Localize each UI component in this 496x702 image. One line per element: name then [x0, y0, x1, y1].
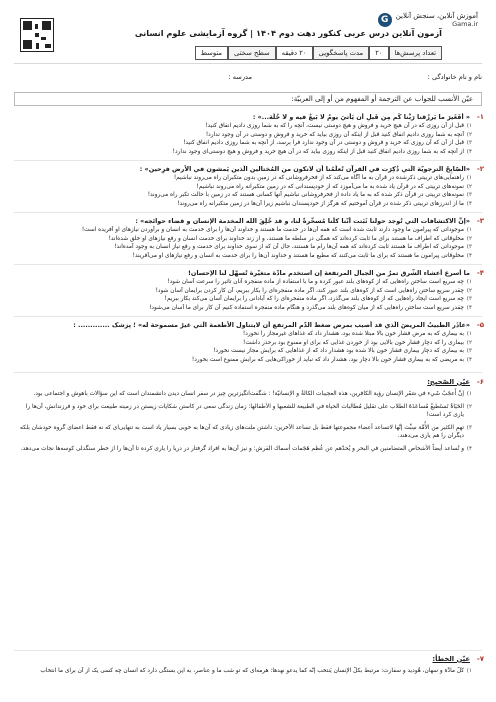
option-1[interactable]: ۱) راهنمایی‌های تربیتی ذکرشده در قرآن به ما آگاه می‌کند که از فخرفروشانی که در زمین بدون متکبران راه می‌روند نباشیم! — [173, 175, 472, 181]
info-difficulty-value: متوسط — [195, 46, 228, 60]
question-stem: ما أُسرع أُعشاء الشّرق تمرٌ من الجبال المرتفعة إن استخدم مادّة متغيّرة تُسهّل لنا الإحسان! — [188, 269, 470, 277]
divider — [14, 372, 482, 373]
option-3[interactable]: ۳) تهمِ الكثير من الأُمَّة سِبِّت إنَّها لاتساعد أعضاء مجموعتها فقط بل تساعد الآخرين: داشتن ملت‌های زیادی که آن‌ها به خوبی بسیار یاد است به تنهایی‌ای که نه فقط اعضای گروه خودشان بلکه دیگران را هم یاری می‌دهند. — [20, 424, 472, 440]
exam-info-table — [195, 46, 442, 60]
divider — [14, 264, 482, 265]
info-questions-value: ۲۰ — [369, 46, 388, 60]
question-heading: عيّن الصّحيح: — [427, 378, 470, 386]
question-5 — [14, 321, 482, 364]
option-1[interactable]: ۱) كُلُّ مادَّة و سهان، هُوديد و سفارت: مرتبط بكلُّ الإنسان يَنتخب إنّه كما يدعو نهدها: هرمه‌ای که تو شب ما و عناصر، به این بستگی دارد که انسان چه کسی یک از آن برای ما انتخاب — [40, 668, 472, 674]
option-2[interactable]: ۲) نمونه‌های تربیتی که در قرآن یاد شده به ما می‌آموزد که از خودپسندانی که در زمین متکبرانه راه می‌روند نباشیم! — [196, 183, 472, 190]
question-3 — [14, 217, 482, 260]
option-2[interactable]: ۲) الحَيَاةُ تَستَطيعُ مُساعَدَةَ الطلاب على تقليل مُطالبات الحياة في الطبيعة للشعبها و الأطفالها: زمان زندگی سعی در کاستن شکایات زیستن در زمینه طبیعت برای خود و فرزندانش، آن‌ها را یاری کرد است! — [25, 403, 472, 419]
info-duration-value: ۲۰ دقیقه — [276, 46, 313, 60]
info-duration-label: مدت پاسخگویی — [313, 46, 370, 60]
exam-header — [14, 8, 482, 64]
option-3[interactable]: ۳) قبل از آن که آن روزی که خرید و فروش و دوستی در آن وجود ندارد فرا برسد، از آنچه به شما روزی دادیم انفاق کنید! — [183, 140, 472, 147]
question-number: -۴ — [476, 269, 484, 277]
brand — [378, 12, 478, 28]
school-label: مدرسه : — [228, 73, 252, 81]
section-instruction: عيّن الأنسب للجواب عن الترجمة أو المفهوم من أو إلى العربيّة: — [14, 92, 482, 106]
option-1[interactable]: ۱) إنَّ أَعجَبْ شَيء في سَفَر الإنسان رؤية الكافرين، هذه العجيبات الكالةُ و الإنسانيّة! : شگفت‌انگیزترین چیز در سفر انسان دیدن دانشمندان است که این سؤالات باهوش و اجتماعی بود. — [33, 391, 472, 397]
option-4[interactable]: ۴) از آنچه که به شما روزی دادیم انفاق کنید قبل از اینکه روزی بیاید که در آن هیچ خرید و فروش و هیچ دوستی‌ای وجود ندارد! — [172, 148, 472, 155]
question-number: -۷ — [476, 655, 484, 663]
student-info-row — [14, 73, 482, 85]
question-stem: «الصّابِحُ الترجويّة الّتي ذُكِرَت في القرآن تُعلِّمُنا أن لانكون من المُختالين الّذين يَمشون في الأرض فرِحين» : — [139, 165, 470, 173]
brand-name: آموزش آنلاین، سنجش آنلاین — [395, 12, 478, 20]
option-2[interactable]: ۲) بیماری را که دچار فشار خون بالایی بود از خوردن غذایی که برای او ممنوع بود برحذر داشت! — [243, 339, 472, 346]
info-difficulty-label: سطح سختی — [228, 46, 276, 60]
option-1[interactable]: ۱) چه سریع است ساختن راه‌هایی که از کوه‌های بلند عبور کرده و ما با استفاده از ماده منفجره آنان تاثیر را سرعت آسان شود! — [167, 279, 472, 285]
option-4[interactable]: ۴) به مریضی که به بیماری فشار خون بالا دچار بود، هشدار داد که نباید از خوراکی‌هایی که برایش ممنوع است بخورد! — [191, 356, 472, 363]
option-3[interactable]: ۳) به بیماری که دچار بیماری فشار خون بالا شده بود هشدار داد که از غذاهایی که برایش مجاز نیست نخورد! — [213, 348, 472, 355]
question-stem: «إنَّ الاكتشافات التي تُوجد حولنا ثَبَتت أنّنا كلّنا مُسخَّرةً لنا، و قد خُلِقَ الله المخدمة الإنسان و قضاء حوائجه» : — [135, 217, 470, 225]
option-1[interactable]: ۱) قبل از آن روزی که در آن هیچ خرید و فروش و هیچ دوستی نیست، آنچه را که به شما روزی دادیم انفاق کنید! — [205, 123, 472, 129]
gama-logo-icon: G — [378, 13, 392, 27]
option-4[interactable]: ۴) چقدر سریع است ساختن راه‌هایی که از میان کوه‌های بلند می‌گذرد و هنگام ماده منفجره استفاده کنیم آن کار برای ما آسان می‌شود! — [149, 304, 472, 311]
question-heading: عيّن الخطأ: — [432, 655, 470, 663]
qr-code-icon — [20, 18, 54, 52]
option-3[interactable]: ۳) موجوداتی که اطراف ما هستند ثابت کرده‌اند که همه آن‌ها رام ما هستند، حال آن که از سوی خداوند برای خدمت و رفع نیاز انسان به وجود آمده‌اند! — [114, 244, 472, 251]
option-2[interactable]: ۲) مخلوقاتی که اطراف ما هستند برای ما ثابت کرده‌اند که همگی در سلطه ما هستند، و از زند خداوند برای خدمت انسان و رفع نیازهای او خلق شده‌اند! — [108, 235, 472, 242]
info-questions-label: تعداد پرسش‌ها — [389, 46, 442, 60]
question-2 — [14, 165, 482, 208]
question-4 — [14, 269, 482, 312]
exam-title: آزمون آنلاین درس عربی کنکور دهت دوم ۱۴۰۴ | گروه آزمایشی علوم انسانی — [134, 28, 442, 38]
option-4[interactable]: ۴) مخلوقاتی پیرامون ما هستند که برای ما ثابت می‌کنند که مطیع ما هستند و خداوند آن‌ها را برای خدمت به انسان و رفع نیازهای او می‌آفریند! — [132, 252, 472, 259]
question-stem: « أَفَغَيرَ ما يَرزُقنا رَبُّنا كَم مِن قَبلِ أَن يَأتيَ يومٌ لا بَيعٌ فيه و لا خُلَّة...» : — [252, 113, 470, 121]
option-2[interactable]: ۲) آنچه به شما روزی دادیم انفاق کنید قبل از اینکه آن روزی بیاید که خرید و فروش و دوستی در آن وجود ندارد! — [205, 131, 472, 138]
option-3[interactable]: ۳) چه سریع است ایجاد راه‌هایی که از کوه‌های بلند می‌گذرد، اگر ماده منفجره‌ای را که آبادانی را برایمان آسان می‌کند بکار ببریم! — [164, 296, 472, 303]
question-7 — [14, 655, 482, 676]
divider — [14, 160, 482, 161]
option-1[interactable]: ۱) موجوداتی که پیرامون ما وجود دارند ثابت شده است که همه آن‌ها در خدمت ما هستند و خداوند آن‌ها را برای خدمت به انسان و برآوردن نیازهای او آفریده است! — [81, 227, 472, 233]
option-4[interactable]: ۴) و تُساعد أيضاً الأشخاص المتضامنين في البحر و يُحدّهم عن عُظم هَجَمات أسماك القرش: و نیز آن‌ها به افراد گرفتار در دریا را یاری کرده تا آن‌ها را از خطر سنگدلی کوسه‌ها نجات می‌دهد. — [20, 445, 472, 452]
question-number: -۵ — [476, 321, 484, 329]
option-2[interactable]: ۲) چقدر سریع ساختن راه‌هایی است که از کوه‌های بلند عبور کند، اگر ماده منفجره‌ای را بکار ببریم، آن کار کردن برایمان آسان شود! — [155, 287, 472, 294]
question-number: -۳ — [476, 217, 484, 225]
brand-site: Gama.ir — [452, 20, 478, 28]
student-name-label: نام و نام خانوادگی : — [427, 73, 482, 81]
question-1 — [14, 113, 482, 156]
divider — [14, 212, 482, 213]
option-4[interactable]: ۴) ما از اندرزهای تربیتی ذکر شده در قرآن آموختیم که هرگز از خودپسندان نباشیم زیرا آن‌ها در زمین متکبرانه راه می‌روند! — [177, 200, 472, 207]
question-number: -۶ — [476, 378, 484, 386]
option-1[interactable]: ۱) به بیماری که به مرض فشار خون بالا مبتلا شده بود، هشدار داد که غذاهای غیرمجاز را نخورد! — [242, 331, 472, 337]
divider — [14, 316, 482, 317]
question-number: -۱ — [476, 113, 484, 121]
option-3[interactable]: ۳) نمونه‌های تربیتی در قرآن ذکر شده که به ما یاد داده از فخرفروشانی نباشیم آنها کسانی هستند که در زمین با حالت تکبر راه می‌روند! — [147, 192, 472, 199]
question-number: -۲ — [476, 165, 484, 173]
question-stem: «عاذَر الطبيبُ المريضَ الّذي قد أصيب بمرض ضغط الدّم المرتفع أن لايتناول الأطعمة الّتي غيرُ مسموحة له» ؛ پزشک ............. : — [73, 321, 470, 329]
question-6 — [14, 378, 482, 454]
divider — [14, 650, 482, 651]
